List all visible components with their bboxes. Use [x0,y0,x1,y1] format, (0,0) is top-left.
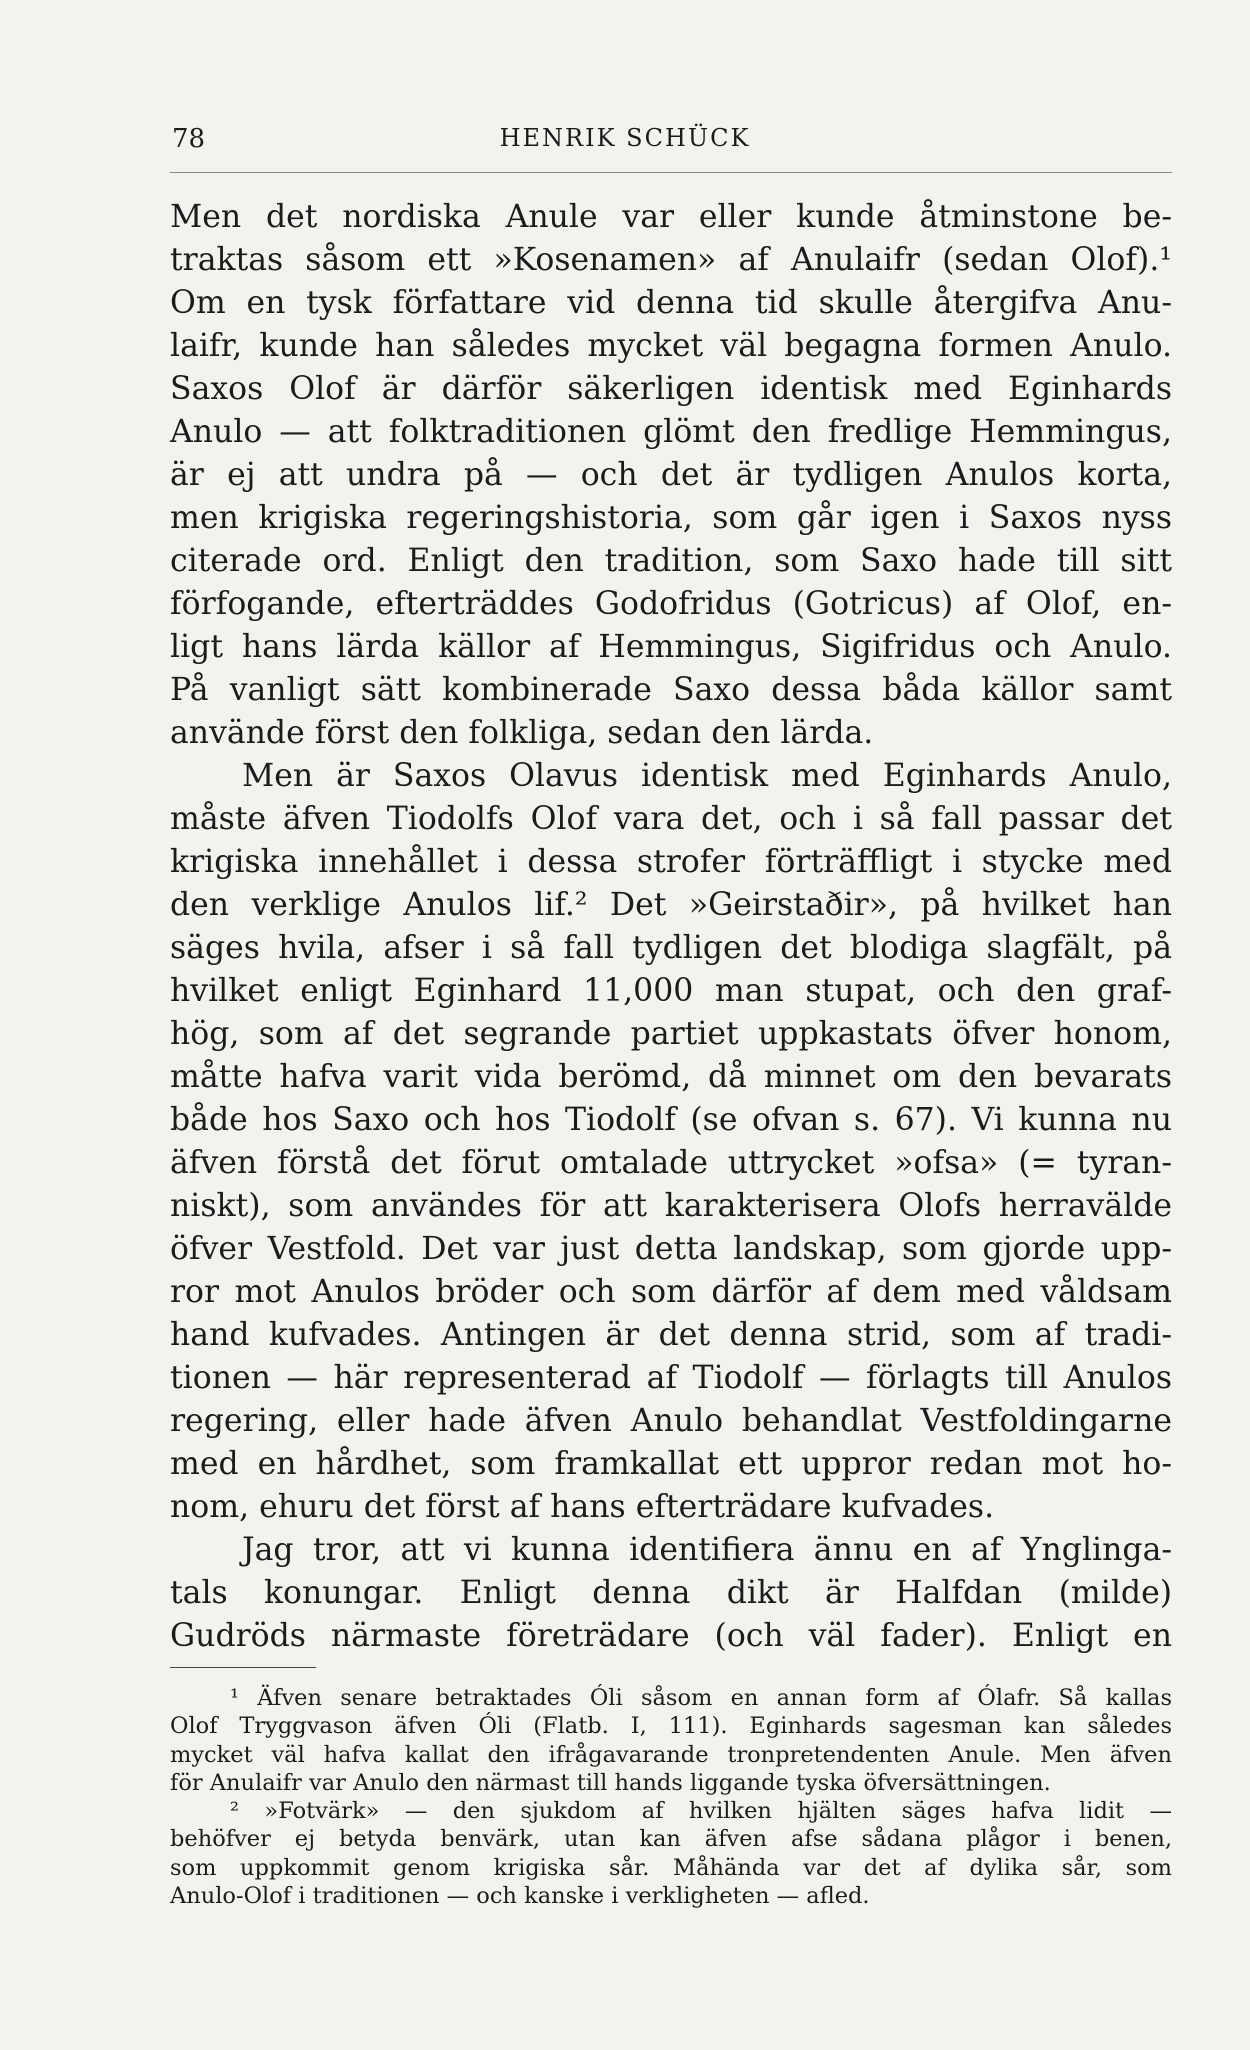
text-line: men krigiska regeringshistoria, som går igen i Saxos nyss [170,500,1172,536]
footnote-line: ² »Fotvärk» — den sjukdom af hvilken hjälten säges hafva lidit — [230,1798,1172,1825]
text-line: Gudröds närmaste företrädare (och väl fader). Enligt en [170,1618,1172,1654]
footnote-rule [170,1667,316,1668]
text-line: äfven förstå det förut omtalade uttrycket »ofsa» (= tyran- [170,1145,1172,1181]
footnote-line: för Anulaifr var Anulo den närmast till hands liggande tyska öfversättningen. [170,1769,1051,1796]
text-line: förfogande, efterträddes Godofridus (Gotricus) af Olof, en- [170,586,1172,622]
text-line: tals konungar. Enligt denna dikt är Halfdan (milde) [170,1575,1172,1611]
text-line: säges hvila, afser i så fall tydligen det blodiga slagfält, på [170,930,1172,966]
text-line: den verklige Anulos lif.² Det »Geirstaðir», på hvilket han [170,887,1172,923]
text-line: tionen — här representerad af Tiodolf — förlagts till Anulos [170,1360,1172,1396]
page-number: 78 [172,124,206,154]
text-line: citerade ord. Enligt den tradition, som Saxo hade till sitt [170,543,1172,579]
footnote-line: mycket väl hafva kallat den ifrågavarande tronpretendenten Anule. Men äfven [170,1741,1172,1768]
text-line: hand kufvades. Antingen är det denna strid, som af tradi- [170,1317,1172,1353]
text-line: Om en tysk författare vid denna tid skulle återgifva Anu- [170,285,1172,321]
text-line: Anulo — att folktraditionen glömt den fredlige Hemmingus, [170,414,1172,450]
text-line: både hos Saxo och hos Tiodolf (se ofvan s. 67). Vi kunna nu [170,1102,1172,1138]
running-head [0,124,1250,164]
text-line: ror mot Anulos bröder och som därför af dem med våldsam [170,1274,1172,1310]
text-line: med en hårdhet, som framkallat ett uppror redan mot ho- [170,1446,1172,1482]
text-line: Men är Saxos Olavus identisk med Eginhards Anulo, [242,758,1172,794]
running-title: HENRIK SCHÜCK [499,124,751,152]
text-line: Men det nordiska Anule var eller kunde åtminstone be- [170,199,1172,235]
footnote-line: behöfver ej betyda benvärk, utan kan äfven afse sådana plågor i benen, [170,1826,1172,1853]
header-rule [170,172,1172,173]
footnotes [170,1684,1172,1910]
text-line: Jag tror, att vi kunna identifiera ännu en af Ynglinga- [242,1532,1172,1568]
text-line: regering, eller hade äfven Anulo behandlat Vestfoldingarne [170,1403,1172,1439]
text-line: nom, ehuru det först af hans efterträdare kufvades. [170,1489,995,1525]
text-line: måtte hafva varit vida berömd, då minnet om den bevarats [170,1059,1172,1095]
text-line: öfver Vestfold. Det var just detta landskap, som gjorde upp- [170,1231,1172,1267]
text-line: hvilket enligt Eginhard 11,000 man stupat, och den graf- [170,973,1172,1009]
text-line: traktas såsom ett »Kosenamen» af Anulaifr (sedan Olof).¹ [170,242,1172,278]
text-line: På vanligt sätt kombinerade Saxo dessa båda källor samt [170,672,1172,708]
footnote-line: som uppkommit genom krigiska sår. Måhända var det af dylika sår, som [170,1854,1172,1881]
text-line: niskt), som användes för att karakterisera Olofs herravälde [170,1188,1172,1224]
footnote-line: Olof Tryggvason äfven Óli (Flatb. I, 111). Eginhards sagesman kan således [170,1713,1172,1740]
text-line: Saxos Olof är därför säkerligen identisk med Eginhards [170,371,1172,407]
footnote-line: ¹ Äfven senare betraktades Óli såsom en annan form af Ólafr. Så kallas [230,1685,1172,1711]
text-line: hög, som af det segrande partiet uppkastats öfver honom, [170,1016,1172,1052]
text-line: måste äfven Tiodolfs Olof vara det, och i så fall passar det [170,801,1172,837]
body-text [170,196,1172,1658]
text-line: använde först den folkliga, sedan den lärda. [170,715,874,751]
text-line: är ej att undra på — och det är tydligen Anulos korta, [170,457,1172,493]
text-line: ligt hans lärda källor af Hemmingus, Sigifridus och Anulo. [170,629,1172,665]
footnote-line: Anulo-Olof i traditionen — och kanske i verkligheten — afled. [170,1883,870,1910]
text-line: laifr, kunde han således mycket väl begagna formen Anulo. [170,328,1172,364]
text-line: krigiska innehållet i dessa strofer förträffligt i stycke med [170,844,1172,880]
